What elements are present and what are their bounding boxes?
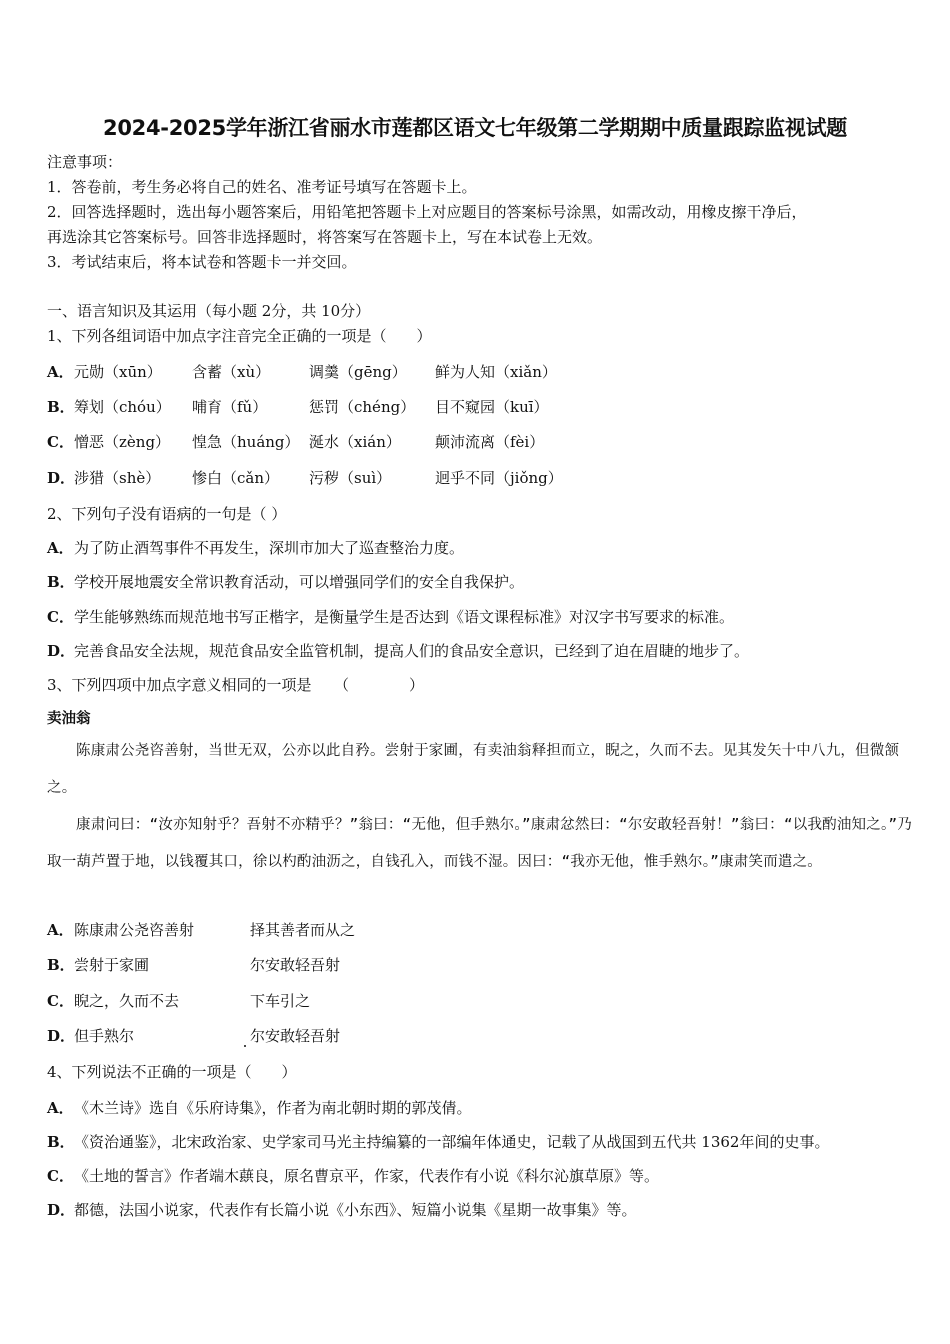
q2-d-text: 完善食品安全法规，规范食品安全监管机制，提高人们的食品安全意识，已经到了迫在眉睫的地步了。 (74, 642, 750, 660)
option-label: B． (47, 1133, 75, 1151)
q3-d-phrase-2: 尔安敢轻吾射 (250, 1027, 341, 1045)
option-label: B． (47, 956, 75, 974)
notice-item-2a: 2．回答选择题时，选出每小题答案后，用铅笔把答题卡上对应题目的答案标号涂黑，如需改动，用橡皮擦干净后， (47, 203, 807, 221)
option-label: D． (47, 1027, 76, 1045)
section-heading: 一、语言知识及其运用（每小题 2分，共 10分） (47, 302, 371, 320)
option-label: D． (47, 1201, 76, 1219)
q1-a-word-1: 元勋（xūn） (74, 363, 162, 381)
q3-a-phrase-1: 陈康肃公尧咨善射 (74, 921, 195, 939)
q1-b-word-2: 哺育（fǔ） (192, 398, 268, 416)
q3-d-phrase-1: 但手熟尔 (74, 1027, 135, 1045)
notice-item-1: 1．答卷前，考生务必将自己的姓名、准考证号填写在答题卡上。 (47, 178, 477, 196)
passage-paragraph-1: 陈康肃公尧咨善射，当世无双，公亦以此自矜。尝射于家圃，有卖油翁释担而立，睨之，久而不去。见其发矢十中八九，但微颔之。 (47, 743, 900, 796)
q1-a-word-4: 鲜为人知（xiǎn） (435, 363, 557, 381)
q3-stem: 3、下列四项中加点字意义相同的一项是 （ ） (47, 676, 425, 694)
q1-c-word-3: 涎水（xián） (309, 433, 401, 451)
option-label: A． (47, 539, 74, 557)
q1-b-word-4: 目不窥园（kuī） (435, 398, 549, 416)
option-label: C． (47, 608, 74, 626)
q1-b-word-3: 惩罚（chéng） (309, 398, 416, 416)
q1-b-word-1: 筹划（chóu） (74, 398, 171, 416)
q4-d-text: 都德，法国小说家，代表作有长篇小说《小东西》、短篇小说集《星期一故事集》等。 (74, 1201, 637, 1219)
q1-c-word-4: 颠沛流离（fèi） (435, 433, 545, 451)
q3-b-phrase-2: 尔安敢轻吾射 (250, 956, 341, 974)
notice-heading: 注意事项： (47, 153, 123, 171)
q2-stem: 2、下列句子没有语病的一句是（ ） (47, 505, 287, 523)
emphasis-dot (244, 1045, 246, 1047)
passage-title: 卖油翁 (47, 710, 91, 727)
q1-c-word-1: 憎恶（zèng） (74, 433, 171, 451)
option-label: C． (47, 992, 74, 1010)
q1-d-word-3: 污秽（suì） (309, 469, 392, 487)
passage-body (47, 733, 913, 881)
option-label: C． (47, 433, 74, 451)
q1-a-word-3: 调羹（gēng） (309, 363, 407, 381)
q4-stem: 4、下列说法不正确的一项是（ ） (47, 1063, 297, 1081)
q2-b-text: 学校开展地震安全常识教育活动，可以增强同学们的安全自我保护。 (74, 573, 525, 591)
q1-d-word-2: 惨白（cǎn） (192, 469, 280, 487)
q1-d-word-4: 迥乎不同（jiǒng） (435, 469, 563, 487)
option-label: B． (47, 573, 75, 591)
notice-item-2b: 再选涂其它答案标号。回答非选择题时，将答案写在答题卡上，写在本试卷上无效。 (47, 228, 603, 246)
option-label: A． (47, 1099, 74, 1117)
q2-c-text: 学生能够熟练而规范地书写正楷字，是衡量学生是否达到《语文课程标准》对汉字书写要求的标准。 (74, 608, 735, 626)
option-label: D． (47, 642, 76, 660)
q1-stem: 1、下列各组词语中加点字注音完全正确的一项是（ ） (47, 327, 432, 345)
q2-a-text: 为了防止酒驾事件不再发生，深圳市加大了巡查整治力度。 (74, 539, 465, 557)
option-label: D． (47, 469, 76, 487)
q4-a-text: 《木兰诗》选自《乐府诗集》，作者为南北朝时期的郭茂倩。 (74, 1099, 472, 1117)
option-label: C． (47, 1167, 74, 1185)
passage-paragraph-2: 康肃问曰：“汝亦知射乎？吾射不亦精乎？”翁曰：“无他，但手熟尔。”康肃忿然曰：“尔安敢轻吾射！”翁曰：“以我酌油知之。”乃取一葫芦置于地，以钱覆其口，徐以杓酌油沥之，自钱孔入，而钱不湿。因曰：“我亦无他，惟手熟尔。”康肃笑而遣之。 (47, 817, 913, 870)
q3-c-phrase-2: 下车引之 (250, 992, 311, 1010)
q4-c-text: 《土地的誓言》作者端木蕻良，原名曹京平，作家，代表作有小说《科尔沁旗草原》等。 (74, 1167, 660, 1185)
page-title: 2024-2025学年浙江省丽水市莲都区语文七年级第二学期期中质量跟踪监视试题 (103, 116, 847, 140)
option-label: B． (47, 398, 75, 416)
q3-c-phrase-1: 睨之，久而不去 (74, 992, 180, 1010)
q3-a-phrase-2: 择其善者而从之 (250, 921, 356, 939)
option-label: A． (47, 921, 74, 939)
q1-d-word-1: 涉猎（shè） (74, 469, 161, 487)
q3-b-phrase-1: 尝射于家圃 (74, 956, 150, 974)
q1-c-word-2: 惶急（huáng） (192, 433, 300, 451)
q4-b-text: 《资治通鉴》，北宋政治家、史学家司马光主持编纂的一部编年体通史，记载了从战国到五代共 1362年间的史事。 (74, 1133, 830, 1151)
option-label: A． (47, 363, 74, 381)
q1-a-word-2: 含蓄（xù） (192, 363, 271, 381)
notice-item-3: 3．考试结束后，将本试卷和答题卡一并交回。 (47, 253, 357, 271)
